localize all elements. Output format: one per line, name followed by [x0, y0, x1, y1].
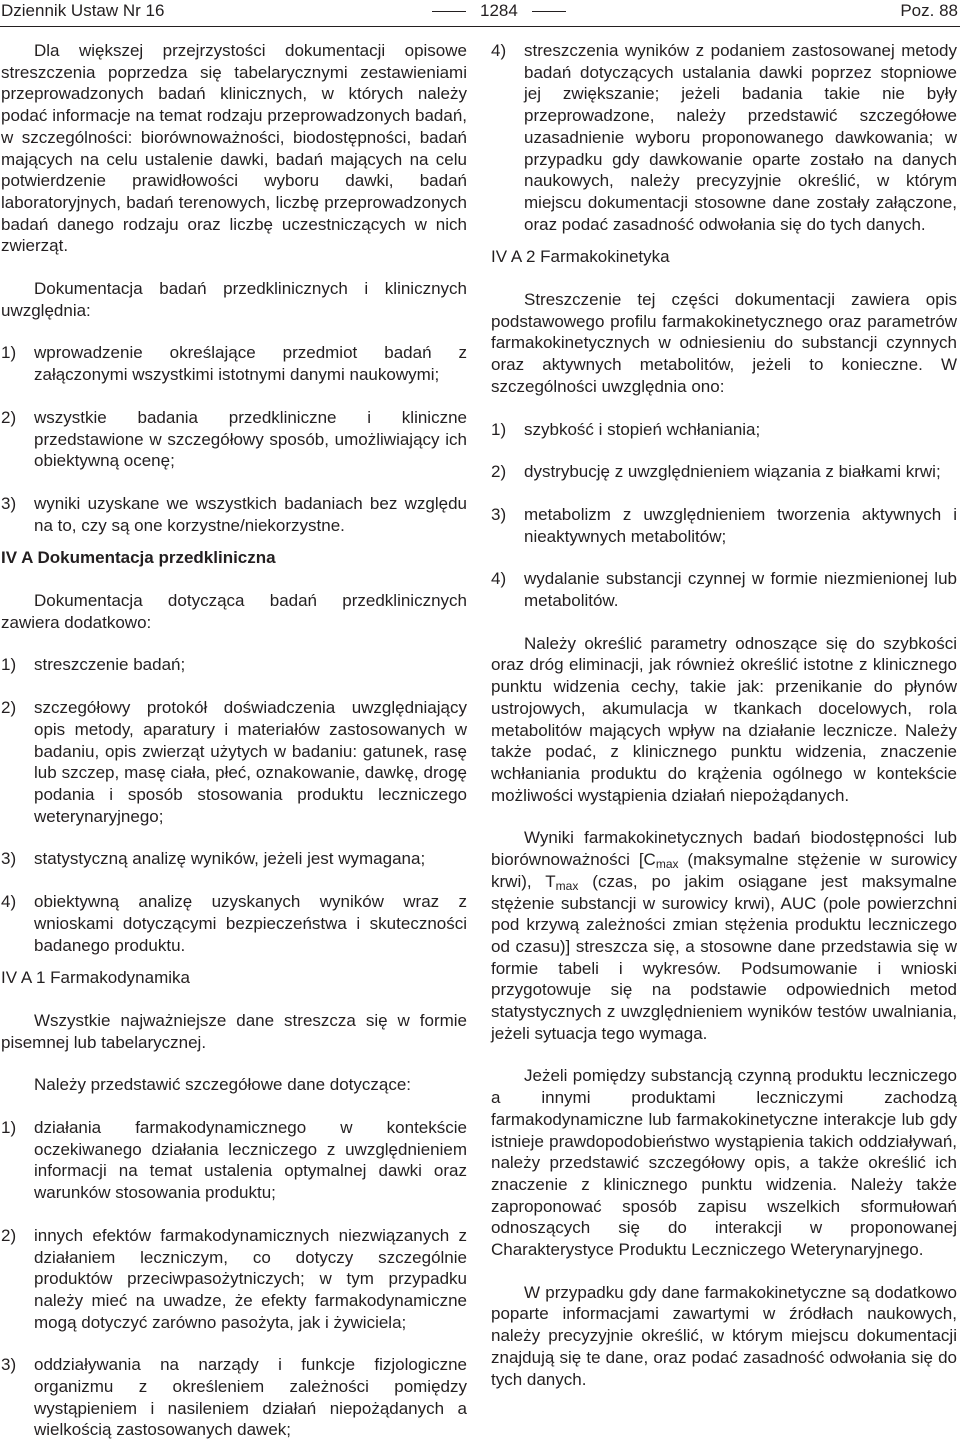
list-number: 3) — [491, 504, 507, 524]
paragraph-pharmacokinetics-summary: Streszczenie tej części dokumentacji zawiera opis podstawowego profilu farmakokinetycznego oraz parametrów farmakokinetycznych w odniesieniu do substancji czynnych oraz aktywnych metabolitów, jeżeli to konieczne. W szczególności uwzględnia ono: — [491, 290, 957, 396]
list-text: wszystkie badania przedkliniczne i kliniczne przedstawione w szczegółowy sposób, umożliwiający ich obiektywną ocenę; — [34, 407, 467, 471]
list-number: 4) — [1, 892, 17, 912]
page-number-block — [418, 0, 580, 22]
list-text: szczegółowy protokół doświadczenia uwzględniający opis metody, aparatury i materiałów zastosowanych w badaniu, opis zwierząt użytych w badaniu: gatunek, rasę lub szczep, masę ciała, płeć, oznakowanie, dawkę, drogę podania i sposób stosowania produktu leczniczego weterynaryjnego; — [34, 698, 467, 826]
right-column — [491, 40, 957, 1401]
dash-left — [432, 11, 466, 12]
paragraph-literature-data: W przypadku gdy dane farmakokinetyczne są dodatkowo poparte informacjami zawartymi w źródłach naukowych, należy precyzyjnie określić, w którym miejscu dokumentacji znajdują się te dane, oraz podać zasadność odwołania się do tych danych. — [491, 1282, 957, 1389]
list-text: działania farmakodynamicznego w kontekście oczekiwanego działania leczniczego z uwzględnieniem informacji na temat ustalenia optymalnej dawki oraz warunków stosowania produktu; — [34, 1118, 467, 1203]
list-item — [1, 1354, 467, 1441]
cmax-subscript: max — [655, 857, 679, 872]
list-number: 2) — [491, 462, 507, 482]
list-number: 4) — [491, 41, 507, 60]
list-item — [491, 504, 957, 547]
section-heading-iva2: IV A 2 Farmakokinetyka — [491, 247, 670, 267]
list-item — [1, 342, 467, 385]
bioavailability-text-a: Wyniki farmakokinetycznych badań biodostępności lub biorównoważności [C — [491, 828, 957, 870]
list-text: oddziaływania na narządy i funkcje fizjologiczne organizmu z określeniem zależności pomiędzy wystąpieniem i nasileniem działań niepożądanych a wielkością zastosowanych dawek; — [34, 1355, 467, 1440]
list-text: innych efektów farmakodynamicznych niezwiązanych z działaniem leczniczym, co dotyczy szczególnie produktów przeciwpasożytniczych; w tym przypadku należy mieć na uwadze, że efekty farmakodynamiczne mogą dotyczyć zarówno pasożyta, jak i żywiciela; — [34, 1225, 467, 1332]
list-item — [1, 1225, 467, 1334]
section-heading-iva1: IV A 1 Farmakodynamika — [1, 968, 190, 988]
paragraph-summary-tables: Dla większej przejrzystości dokumentacji opisowe streszczenia poprzedza się tabelarycznymi zestawieniami przeprowadzonych badań klinicznych, w których należy podać informacje na temat rodzaju przeprowadzonych badań, w szczególności: biorównoważności, biodostępności, badań mających na celu ustalenie dawki, badań mających na celu potwierdzenie prawidłowości wyboru dawki, badań laboratoryjnych, badań terenowych, liczbę przeprowadzonych badań danego rodzaju oraz liczbę uczestniczących w nich zwierząt. — [1, 41, 467, 256]
list-item — [491, 568, 957, 611]
tmax-subscript: max — [555, 878, 579, 893]
section-heading-iva: IV A Dokumentacja przedkliniczna — [1, 548, 276, 568]
list-number: 1) — [1, 343, 17, 363]
list-number: 2) — [1, 407, 17, 427]
list-number: 2) — [1, 698, 17, 718]
list-item — [491, 419, 957, 441]
paragraph-preclinical: Dokumentacja dotycząca badań przedklinicznych zawiera dodatkowo: — [1, 591, 467, 632]
list-number: 3) — [1, 849, 17, 869]
list-item — [1, 891, 467, 956]
list-text: obiektywną analizę uzyskanych wyników wraz z wnioskami dotyczącymi bezpieczeństwa i skuteczności badanego produktu. — [34, 892, 467, 955]
dash-right — [532, 11, 566, 12]
left-column — [1, 40, 467, 1452]
paragraph-detailed-data: Należy przedstawić szczegółowe dane dotyczące: — [34, 1075, 412, 1095]
bioavailability-text-c: (czas, po jakim osiągane jest maksymalne stężenie substancji w surowicy krwi), AUC (pole powierzchni pod krzywą zależności zmian stężenia produktu leczniczego od czasu)] streszcza się, a stosowne dane przedstawia się w formie tabeli i wykresów. Podsumowanie i wnioski przygotowuje się na podstawie odpowiednich metod statystycznych z uwzględnieniem wyników testów uwalniania, jeżeli sytuacja tego wymaga. — [491, 871, 957, 1043]
list-number: 1) — [491, 419, 507, 439]
list-item — [1, 697, 467, 827]
list-number: 1) — [1, 655, 17, 675]
list-number: 3) — [1, 493, 17, 513]
list-text: szybkość i stopień wchłaniania; — [524, 419, 761, 439]
list-text: dystrybucję z uwzględnieniem wiązania z białkami krwi; — [524, 462, 941, 482]
list-number: 3) — [1, 1355, 17, 1375]
list-item — [491, 40, 957, 235]
list-item — [1, 654, 467, 676]
bioavailability-text-b: (maksymalne stężenie w surowicy krwi), T — [491, 850, 957, 891]
list-text: wyniki uzyskane we wszystkich badaniach bez względu na to, czy są one korzystne/niekorzystne. — [34, 493, 467, 535]
list-text: wydalanie substancji czynnej w formie niezmienionej lub metabolitów. — [524, 569, 957, 611]
list-number: 4) — [491, 569, 507, 589]
list-number: 2) — [1, 1225, 17, 1245]
list-text: statystyczną analizę wyników, jeżeli jest wymagana; — [34, 849, 426, 869]
list-item — [1, 848, 467, 870]
list-item — [1, 493, 467, 536]
paragraph-documentation-includes: Dokumentacja badań przedklinicznych i klinicznych uwzględnia: — [1, 279, 467, 320]
position-number: Poz. 88 — [900, 1, 958, 20]
page-number: 1284 — [480, 1, 518, 20]
list-text: streszczenia wyników z podaniem zastosowanej metody badań dotyczących ustalania dawki poprzez stopniowe jej zwiększanie; jeżeli badania takie nie były przeprowadzone, należy przedstawić szczegółowe uzasadnienie wyboru proponowanego dawkowania; w przypadku gdy dawkowanie oparte zostało na danych naukowych, należy precyzyjnie określić, w którym miejscu dokumentacji stosowne dane zostały załączone, oraz podać zasadność odwołania się do tych danych. — [524, 41, 957, 234]
list-item — [491, 461, 957, 483]
paragraph-elimination-parameters: Należy określić parametry odnoszące się do szybkości oraz dróg eliminacji, jak również określić istotne z klinicznego punktu widzenia cechy, takie jak: przenikanie do płynów ustrojowych, akumulacja w tkankach docelowych, rola metabolitów mających wpływ na działanie lecznicze. Należy także podać, z klinicznego punktu widzenia, znaczenie wchłaniania produktu do krążenia ogólnego w kontekście możliwości wystąpienia działań niepożądanych. — [491, 633, 957, 805]
page-header — [0, 0, 960, 27]
paragraph-interactions: Jeżeli pomiędzy substancją czynną produktu leczniczego a innymi produktami leczniczymi zachodzą farmakodynamiczne lub farmakokinetyczne interakcje lub gdy istnieje prawdopodobieństwo wystąpienia takich oddziaływań, należy przedstawić szczegółowy opis, a także określić ich znaczenie z klinicznego punktu widzenia. Należy także zaproponować sposób zapisu wszelkich sformułowań odnoszących się do interakcji w proponowanej Charakterystyce Produktu Leczniczego Weterynaryjnego. — [491, 1066, 957, 1260]
paragraph-bioavailability-results — [491, 827, 957, 1044]
journal-title: Dziennik Ustaw Nr 16 — [1, 1, 165, 20]
list-text: wprowadzenie określające przedmiot badań z załączonymi wszystkimi istotnymi danymi naukowymi; — [34, 343, 467, 385]
list-text: streszczenie badań; — [34, 655, 186, 675]
list-item — [1, 407, 467, 472]
paragraph-pharmacodynamics-summary: Wszystkie najważniejsze dane streszcza się w formie pisemnej lub tabelarycznej. — [1, 1010, 467, 1052]
list-number: 1) — [1, 1118, 17, 1138]
list-item — [1, 1117, 467, 1204]
list-text: metabolizm z uwzględnieniem tworzenia aktywnych i nieaktywnych metabolitów; — [524, 504, 957, 546]
